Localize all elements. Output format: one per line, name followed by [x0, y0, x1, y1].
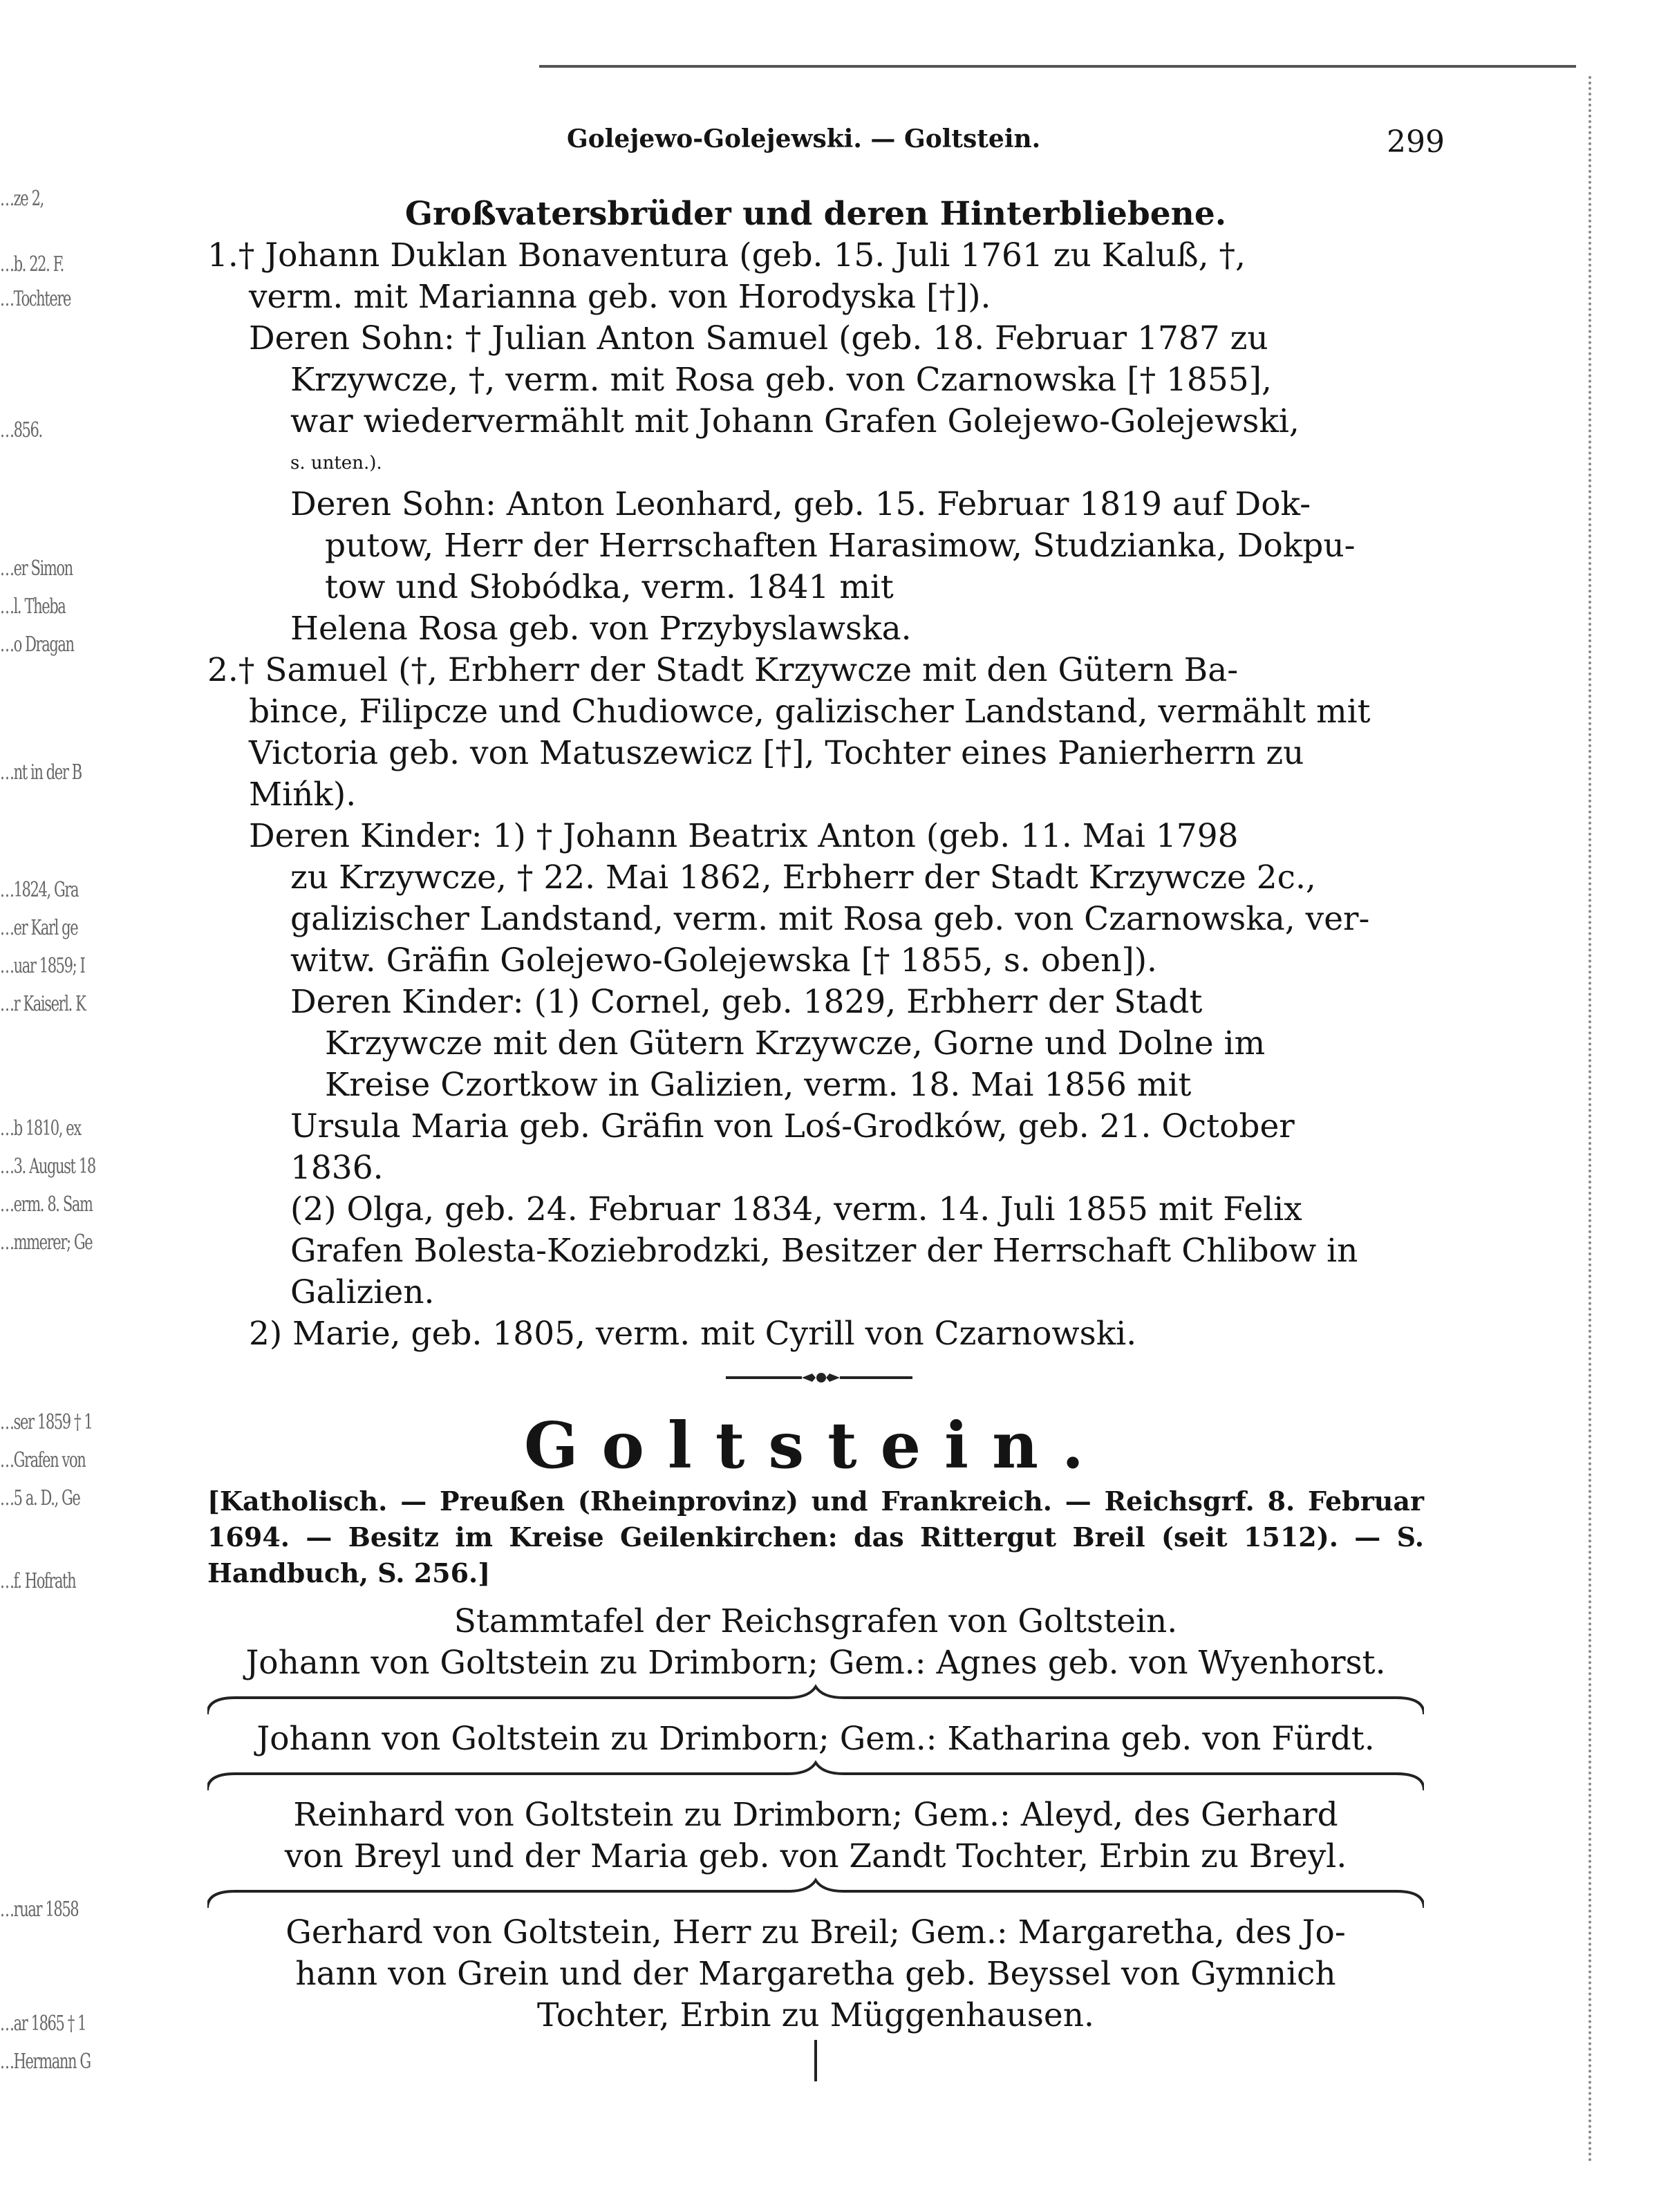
generation-3-line: von Breyl und der Maria geb. von Zandt Tochter, Erbin zu Breyl. [284, 1837, 1347, 1875]
entry-line: 2.† Samuel (†, Erbherr der Stadt Krzywcze mit den Gütern Ba- [207, 651, 1239, 689]
entry-line: 1.† Johann Duklan Bonaventura (geb. 15. Juli 1761 zu Kaluß, †, [207, 236, 1246, 274]
margin-fragment: …3. August 18 [0, 1154, 95, 1179]
margin-fragment: …f. Hofrath [0, 1569, 76, 1593]
margin-fragment: …Grafen von [0, 1448, 86, 1472]
entry-line: Krzywcze, †, verm. mit Rosa geb. von Czarnowska [† 1855], [290, 361, 1272, 399]
entry-line: Ursula Maria geb. Gräfin von Loś-Grodków, geb. 21. October [290, 1107, 1295, 1145]
margin-fragment: …er Simon [0, 556, 73, 581]
entry-line: Grafen Bolesta-Koziebrodzki, Besitzer der Herrschaft Chlibow in [290, 1232, 1358, 1270]
margin-fragment: …5 a. D., Ge [0, 1486, 80, 1510]
margin-fragment: …ruar 1858 [0, 1897, 79, 1922]
margin-fragment: …nt in der B [0, 760, 82, 785]
running-title: Golejewo-Golejewski. — Goltstein. [567, 124, 1041, 153]
margin-fragment: …ze 2, [0, 187, 44, 211]
section-heading: Großvatersbrüder und deren Hinterbliebene. [404, 195, 1227, 233]
descent-line [809, 2036, 823, 2085]
margin-fragment: …b 1810, ex [0, 1116, 81, 1141]
stammtafel-heading: Stammtafel der Reichsgrafen von Goltstein. [453, 1602, 1178, 1640]
entry-line: s. unten.). [290, 453, 382, 474]
entry-line: 1836. [290, 1149, 384, 1187]
genealogy-brace [207, 1684, 1424, 1718]
entry-line: (2) Olga, geb. 24. Februar 1834, verm. 14. Juli 1855 mit Felix [290, 1190, 1302, 1228]
entry-line: war wiedervermählt mit Johann Grafen Golejewo-Golejewski, [290, 402, 1300, 440]
entry-line: Helena Rosa geb. von Przybyslawska. [290, 610, 912, 648]
entry-line: Galizien. [290, 1273, 435, 1311]
entry-line: Deren Kinder: (1) Cornel, geb. 1829, Erbherr der Stadt [290, 983, 1203, 1021]
generation-1: Johann von Goltstein zu Drimborn; Gem.: Agnes geb. von Wyenhorst. [245, 1644, 1386, 1682]
genealogy-brace [207, 1877, 1424, 1912]
entry-line: witw. Gräfin Golejewo-Golejewska [† 1855, s. oben]). [290, 941, 1157, 980]
margin-fragment: …ar 1865 † 1 [0, 2012, 86, 2036]
entry-line: bince, Filipcze und Chudiowce, galizischer Landstand, vermählt mit [249, 693, 1371, 731]
margin-fragment: …mmerer; Ge [0, 1230, 93, 1255]
section-ornament [712, 1367, 919, 1388]
margin-fragment: …ser 1859 † 1 [0, 1410, 93, 1434]
entry-line: Deren Sohn: Anton Leonhard, geb. 15. Februar 1819 auf Dok- [290, 485, 1311, 523]
margin-fragment: …Hermann G [0, 2050, 91, 2074]
page-content [207, 194, 1424, 2085]
margin-fragment: …er Karl ge [0, 916, 78, 940]
margin-fragment: …b. 22. F. [0, 252, 64, 276]
margin-fragment: …uar 1859; I [0, 954, 85, 978]
entry-line: Victoria geb. von Matuszewicz [†], Tochter eines Panierherrn zu [249, 734, 1304, 772]
margin-fragment: …856. [0, 418, 42, 442]
entry-line: verm. mit Marianna geb. von Horodyska [†]). [249, 278, 991, 316]
generation-4-line: Tochter, Erbin zu Müggenhausen. [537, 1996, 1094, 2034]
entry-line: tow und Słobódka, verm. 1841 mit [325, 568, 894, 606]
family-meta: [Katholisch. — Preußen (Rheinprovinz) und Frankreich. — Reichsgrf. 8. Februar 1694. — Besitz im Kreise Geilenkirchen: das Rittergut Breil (seit 1512). — S. Handbuch, S. 256.] [207, 1485, 1424, 1588]
margin-fragment: …Tochtere [0, 287, 71, 311]
running-header [567, 124, 1445, 160]
entry-line: Krzywcze mit den Gütern Krzywcze, Gorne und Dolne im [325, 1024, 1266, 1062]
page-number: 299 [1387, 124, 1445, 160]
family-title: Goltstein. [523, 1408, 1108, 1483]
entry-line: Kreise Czortkow in Galizien, verm. 18. Mai 1856 mit [325, 1066, 1192, 1104]
margin-fragment: …r Kaiserl. K [0, 992, 86, 1016]
generation-4-line: Gerhard von Goltstein, Herr zu Breil; Gem.: Margaretha, des Jo- [285, 1913, 1346, 1951]
right-edge-rule [1588, 76, 1591, 2164]
genealogy-brace [207, 1760, 1424, 1794]
generation-2: Johann von Goltstein zu Drimborn; Gem.: Katharina geb. von Fürdt. [256, 1720, 1375, 1758]
margin-fragment: …1824, Gra [0, 878, 79, 902]
margin-fragment: …erm. 8. Sam [0, 1192, 93, 1217]
entry-line: Deren Sohn: † Julian Anton Samuel (geb. 18. Februar 1787 zu [249, 319, 1268, 357]
generation-4-line: hann von Grein und der Margaretha geb. Beyssel von Gymnich [295, 1955, 1336, 1993]
entry-line: Deren Kinder: 1) † Johann Beatrix Anton (geb. 11. Mai 1798 [249, 817, 1239, 855]
margin-fragment: …l. Theba [0, 594, 66, 619]
entry-line: putow, Herr der Herrschaften Harasimow, Studzianka, Dokpu- [325, 527, 1356, 565]
entry-line: zu Krzywcze, † 22. Mai 1862, Erbherr der Stadt Krzywcze 2c., [290, 859, 1316, 897]
top-rule [539, 65, 1576, 68]
entry-line: galizischer Landstand, verm. mit Rosa geb. von Czarnowska, ver- [290, 900, 1370, 938]
margin-fragment: …o Dragan [0, 632, 74, 657]
generation-3-line: Reinhard von Goltstein zu Drimborn; Gem.: Aleyd, des Gerhard [293, 1796, 1338, 1834]
entry-line: 2) Marie, geb. 1805, verm. mit Cyrill von Czarnowski. [249, 1315, 1137, 1353]
entry-line: Mińk). [249, 776, 357, 814]
